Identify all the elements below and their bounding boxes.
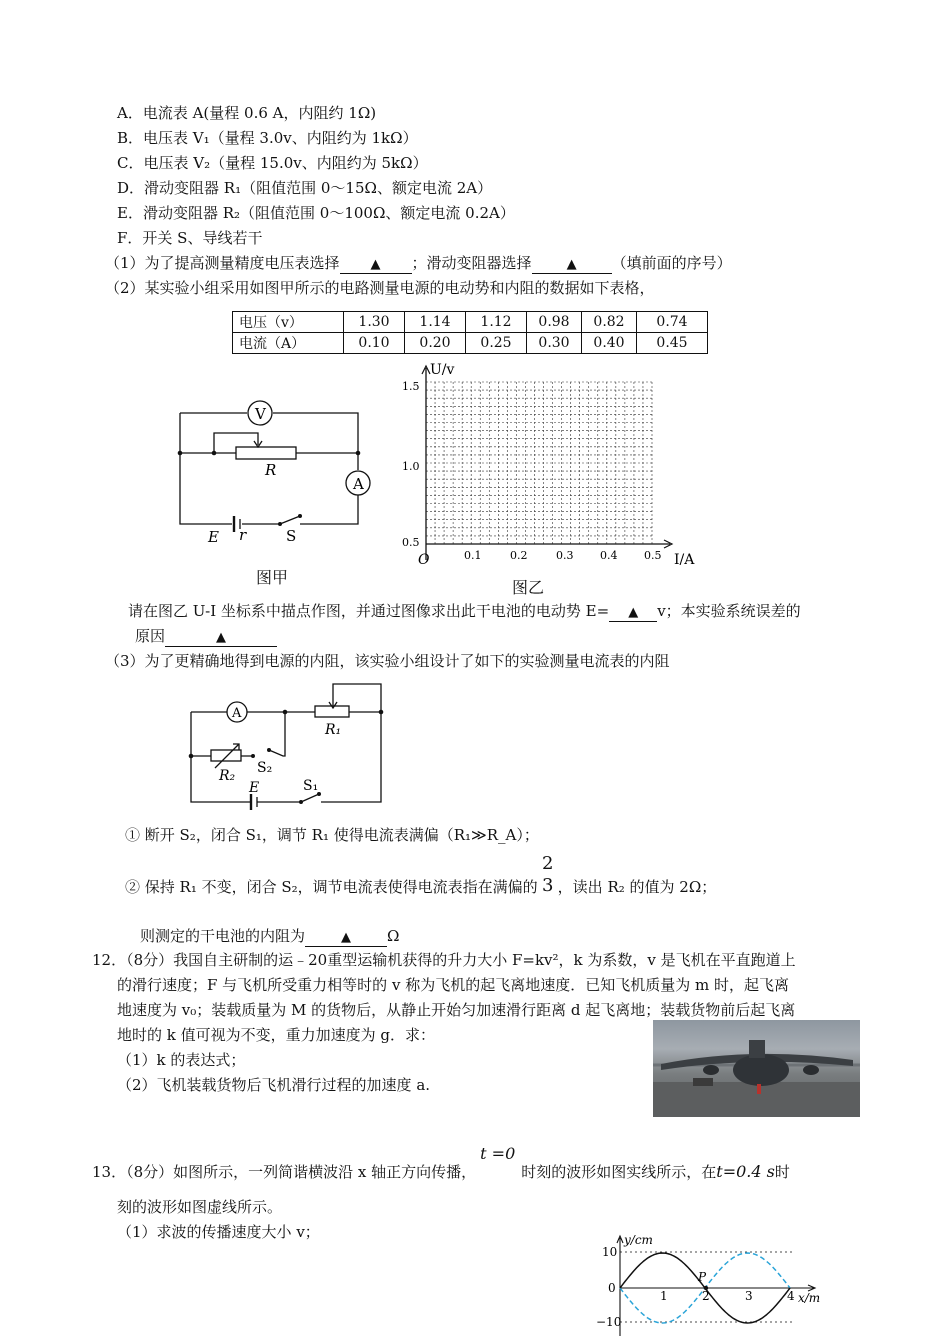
question-2b-line2	[135, 626, 277, 647]
option-a: A．电流表 A(量程 0.6 A，内阻约 1Ω)	[117, 104, 377, 122]
y-tick-label: 1.0	[402, 460, 420, 473]
time-zero: t =0	[480, 1144, 516, 1163]
ui-graph-figure-yi	[400, 360, 710, 570]
result-unit: Ω	[387, 927, 400, 945]
table-cell: 0.30	[527, 333, 582, 354]
option-b: B．电压表 V₁（量程 3.0v、内阻约为 1kΩ）	[117, 129, 418, 147]
figure-yi-caption: 图乙	[512, 578, 545, 597]
q2b-part2: v；本实验系统误差的	[657, 602, 801, 620]
internal-resistance-label: r	[239, 526, 247, 544]
wave-figure	[590, 1232, 830, 1340]
table-cell: 0.74	[637, 312, 708, 333]
option-d: D．滑动变阻器 R₁（阻值范围 0～15Ω、额定电流 2A）	[117, 179, 493, 197]
table-cell: 0.45	[637, 333, 708, 354]
x-tick-label: 0.2	[510, 549, 528, 562]
s1-label: S₁	[303, 778, 319, 794]
q13-part1: 13．（8分）如图所示，一列简谐横波沿 x 轴正方向传播，	[92, 1163, 477, 1181]
q13-part3: 时	[774, 1163, 790, 1181]
resistor-label: R	[265, 461, 277, 479]
mark-triangle: ▲	[341, 930, 352, 945]
option-f: F．开关 S、导线若干	[117, 229, 263, 247]
table-cell: 0.98	[527, 312, 582, 333]
wave-y-tick: 10	[602, 1245, 618, 1259]
ammeter-label: A	[353, 475, 364, 493]
wave-x-tick: 2	[702, 1289, 710, 1303]
step-2-part1: ② 保持 R₁ 不变，闭合 S₂，调节电流表使得电流表指在满偏的	[125, 878, 538, 896]
q12-line5: （1）k 的表达式；	[117, 1051, 246, 1069]
y-axis-label: U/v	[430, 362, 455, 378]
result-part1: 则测定的干电池的内阻为	[140, 927, 306, 945]
q1-part2: ；滑动变阻器选择	[411, 254, 532, 272]
q1-part1: （1）为了提高测量精度电压表选择	[105, 254, 340, 272]
mark-triangle: ▲	[628, 605, 639, 620]
table-row	[233, 312, 708, 333]
q12-line3: 地速度为 v₀；装载质量为 M 的货物后，从静止开始匀加速滑行距离 d 起飞离地；装载货物前后起飞离	[117, 1001, 796, 1019]
emf-label: E	[249, 780, 260, 796]
answer-blank-voltmeter[interactable]	[340, 255, 412, 274]
table-header-voltage: 电压（v）	[233, 312, 344, 333]
answer-blank-rheostat[interactable]	[532, 255, 612, 274]
question-1	[105, 253, 732, 274]
q13-line2: 刻的波形如图虚线所示。	[117, 1198, 283, 1216]
circuit-figure-3	[183, 680, 393, 810]
wave-y-tick: 0	[608, 1281, 616, 1295]
x-tick-label: 0.4	[600, 549, 618, 562]
option-c: C．电压表 V₂（量程 15.0v、内阻约为 5kΩ）	[117, 154, 428, 172]
q12-line4: 地时的 k 值可视为不变，重力加速度为 g．求：	[117, 1026, 435, 1044]
origin-label: O	[418, 552, 430, 568]
data-table	[232, 311, 708, 354]
question-2b	[128, 601, 801, 622]
fraction-numerator: 2	[541, 853, 554, 874]
q12-line1: 12．（8分）我国自主研制的运﹣20重型运输机获得的升力大小 F=kv²，k 为系数，v 是飞机在平直跑道上	[92, 951, 796, 969]
table-cell: 0.10	[344, 333, 405, 354]
wave-x-tick: 4	[787, 1289, 795, 1303]
figure-jia-caption: 图甲	[256, 568, 289, 587]
s2-label: S₂	[257, 760, 273, 776]
emf-label: E	[208, 528, 219, 546]
y-tick-label: 0.5	[402, 536, 420, 549]
time-0-4s: t=0.4 s	[716, 1162, 775, 1181]
q12-line2: 的滑行速度；F 与飞机所受重力相等时的 v 称为飞机的起飞离地速度．已知飞机质量为 m 时，起飞离	[117, 976, 789, 994]
table-cell: 0.40	[582, 333, 637, 354]
aircraft-photo	[653, 1020, 860, 1117]
step-2-part2: ，读出 R₂ 的值为 2Ω；	[557, 878, 717, 896]
q13-part2: 时刻的波形如图实线所示，在	[521, 1163, 717, 1181]
circuit-figure-jia	[170, 395, 380, 555]
voltmeter-label: V	[255, 405, 266, 423]
q12-line6: （2）飞机装载货物后飞机滑行过程的加速度 a.	[117, 1076, 431, 1094]
table-cell: 0.82	[582, 312, 637, 333]
fraction-two-thirds	[538, 853, 558, 897]
table-cell: 0.20	[405, 333, 466, 354]
table-cell: 1.12	[466, 312, 527, 333]
result-line	[140, 926, 399, 947]
mark-triangle: ▲	[216, 630, 227, 645]
q13-line1	[92, 1144, 790, 1182]
answer-blank-emf[interactable]	[609, 603, 657, 622]
answer-blank-error-reason[interactable]	[165, 628, 277, 647]
step-2	[125, 853, 717, 897]
q2b-part3: 原因	[135, 627, 166, 645]
table-cell: 1.30	[344, 312, 405, 333]
mark-triangle: ▲	[370, 257, 381, 272]
x-tick-label: 0.3	[556, 549, 574, 562]
table-cell: 1.14	[405, 312, 466, 333]
r1-label: R₁	[325, 722, 342, 738]
wave-y-tick: −10	[596, 1315, 622, 1329]
y-tick-label: 1.5	[402, 380, 420, 393]
r2-label: R₂	[219, 768, 236, 784]
table-cell: 0.25	[466, 333, 527, 354]
fraction-denominator: 3	[541, 875, 554, 896]
x-tick-label: 0.1	[464, 549, 482, 562]
point-p-label: P	[698, 1270, 707, 1284]
question-2: （2）某实验小组采用如图甲所示的电路测量电源的电动势和内阻的数据如下表格，	[105, 279, 655, 297]
x-axis-label: I/A	[674, 552, 695, 568]
q1-part3: （填前面的序号）	[611, 254, 732, 272]
q13-line3: （1）求波的传播速度大小 v；	[117, 1223, 320, 1241]
switch-label: S	[286, 527, 297, 545]
wave-x-label: x/m	[798, 1291, 821, 1305]
option-e: E．滑动变阻器 R₂（阻值范围 0～100Ω、额定电流 0.2A）	[117, 204, 515, 222]
x-tick-label: 0.5	[644, 549, 662, 562]
q2b-part1: 请在图乙 U-I 坐标系中描点作图，并通过图像求出此干电池的电动势 E=	[128, 602, 610, 620]
ammeter-label: A	[232, 706, 242, 721]
step-1: ① 断开 S₂，闭合 S₁，调节 R₁ 使得电流表满偏（R₁≫R_A）；	[125, 826, 539, 844]
question-3: （3）为了更精确地得到电源的内阻，该实验小组设计了如下的实验测量电流表的内阻	[105, 652, 670, 670]
wave-x-tick: 1	[660, 1289, 668, 1303]
table-header-current: 电流（A）	[233, 333, 344, 354]
table-row	[233, 333, 708, 354]
wave-x-tick: 3	[745, 1289, 753, 1303]
wave-y-label: y/cm	[624, 1233, 653, 1247]
aircraft-illustration	[653, 1020, 860, 1117]
answer-blank-internal-resistance[interactable]	[305, 928, 387, 947]
mark-triangle: ▲	[566, 257, 577, 272]
